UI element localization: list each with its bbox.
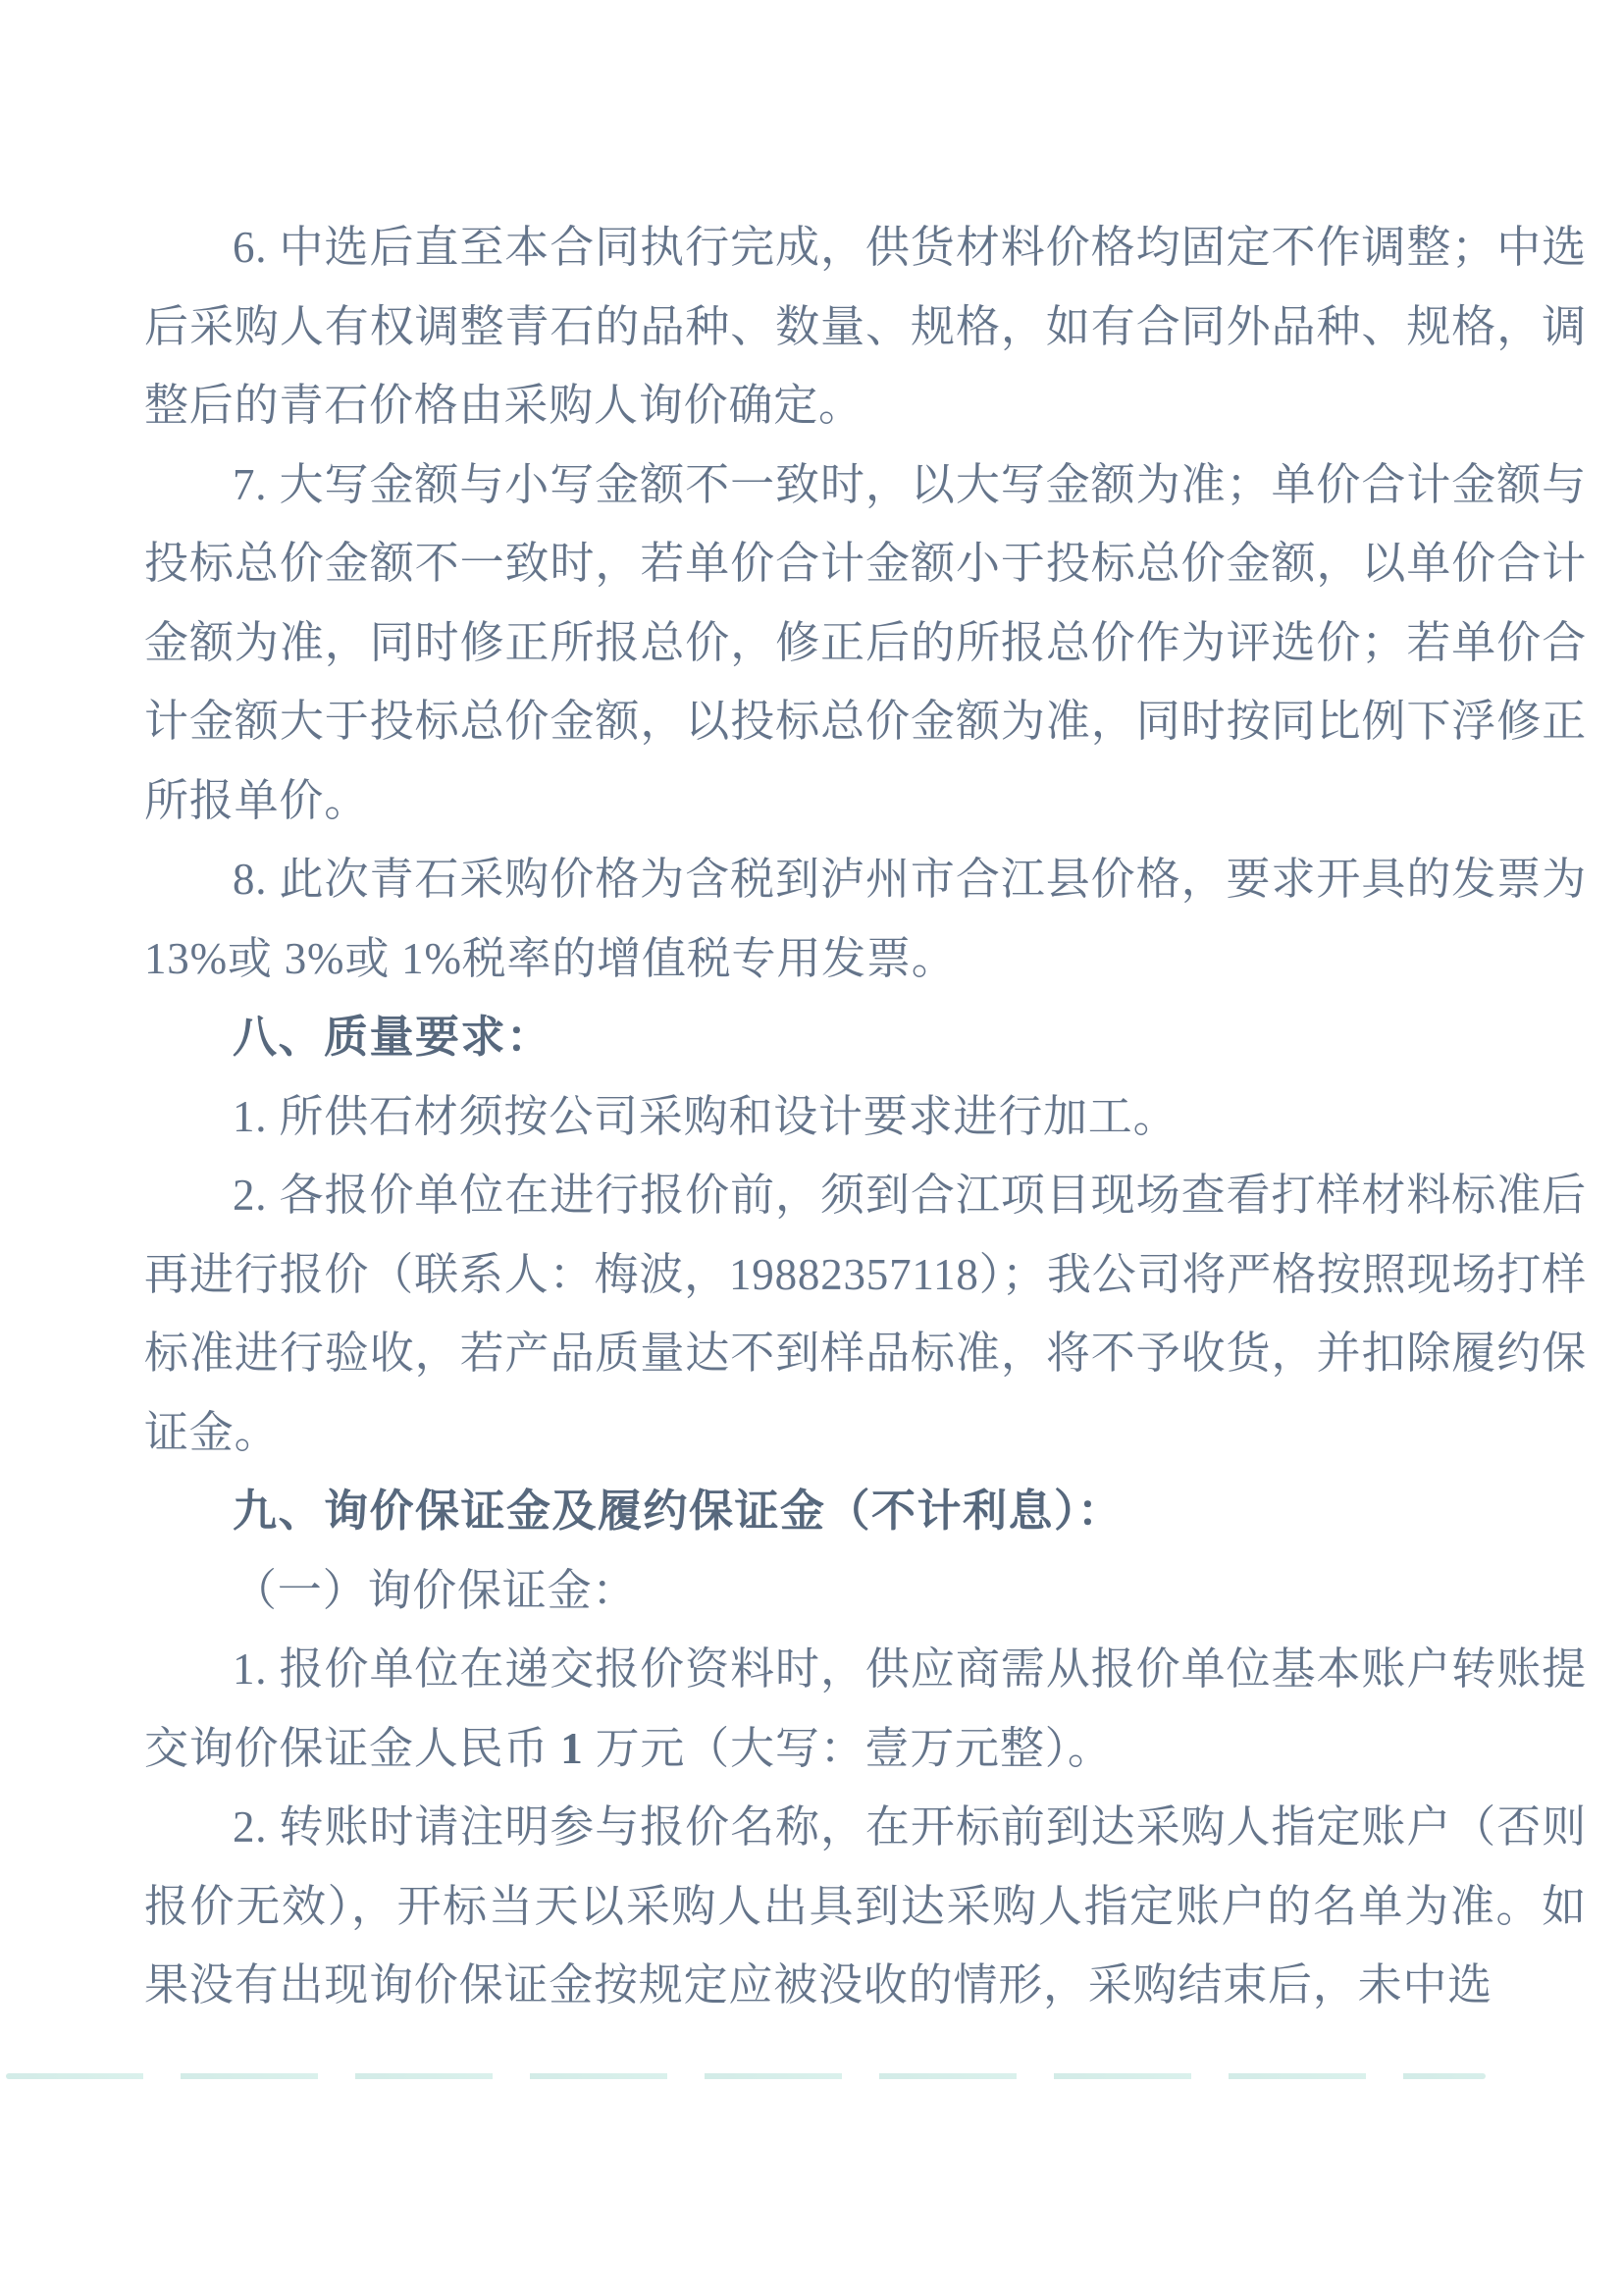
paragraph-quality-2-sample-inspection: 2. 各报价单位在进行报价前，须到合江项目现场查看打样材料标准后再进行报价（联系人：梅波，19882357118）；我公司将严格按照现场打样标准进行验收，若产品质量达不到样品标准，将不予收货，并扣除履约保证金。 (144, 1171, 1587, 1457)
paragraph-item-8-tax-invoice: 8. 此次青石采购价格为含税到泸州市合江县价格，要求开具的发票为 13%或 3%或 1%税率的增值税专用发票。 (144, 855, 1587, 983)
paragraph-item-7-amount-discrepancy: 7. 大写金额与小写金额不一致时，以大写金额为准；单价合计金额与投标总价金额不一致时，若单价合计金额小于投标总价金额，以单价合计金额为准，同时修正所报总价，修正后的所报总价作为评选价；若单价合计金额大于投标总价金额，以投标总价金额为准，同时按同比例下浮修正所报单价。 (144, 459, 1587, 825)
subheading-inquiry-deposit: （一）询价保证金： (233, 1565, 638, 1615)
paragraph-item-6-price-fixed: 6. 中选后直至本合同执行完成，供货材料价格均固定不作调整；中选后采购人有权调整青石的品种、数量、规格，如有合同外品种、规格，调整后的青石价格由采购人询价确定。 (144, 223, 1587, 430)
deposit-amount-number: 1 (560, 1723, 584, 1773)
scan-artifact-line (6, 2073, 1486, 2079)
deposit-text-after: 万元（大写：壹万元整）。 (583, 1723, 1113, 1773)
section-heading-quality-requirements: 八、质量要求： (233, 1012, 552, 1062)
document-body (144, 208, 1587, 2025)
paragraph-deposit-2-transfer-note: 2. 转账时请注明参与报价名称，在开标前到达采购人指定账户（否则报价无效），开标当天以采购人出具到达采购人指定账户的名单为准。如果没有出现询价保证金按规定应被没收的情形，采购结束后，未中选 (144, 1802, 1587, 2009)
section-heading-deposits: 九、询价保证金及履约保证金（不计利息）： (233, 1486, 1124, 1536)
paragraph-deposit-1-transfer-amount (144, 1630, 1587, 1788)
deposit-text-before: 1. 报价单位在递交报价资料时，供应商需从报价单位基本账户转账提交询价保证金人民币 (144, 1644, 1587, 1773)
paragraph-quality-1-processing: 1. 所供石材须按公司采购和设计要求进行加工。 (233, 1091, 1178, 1141)
